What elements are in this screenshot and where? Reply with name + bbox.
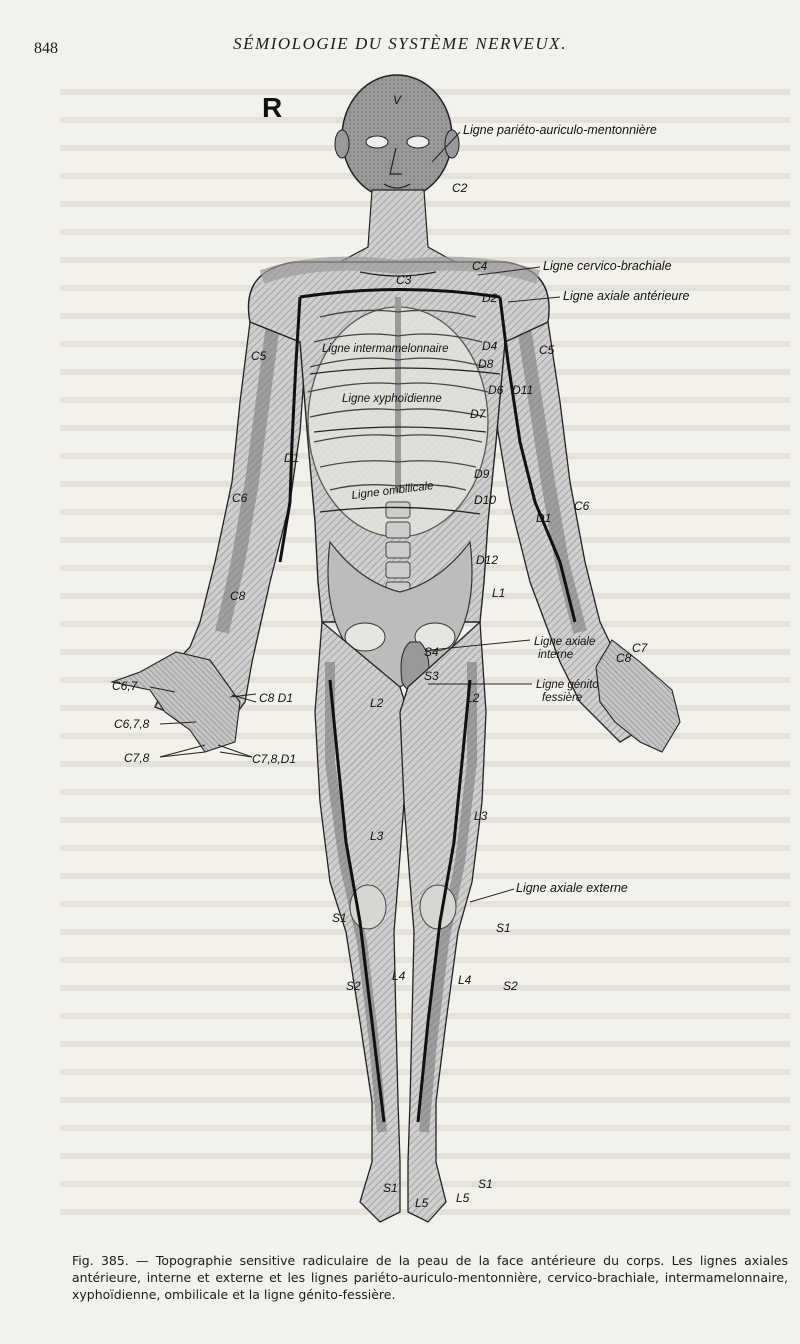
seg-S2-right: S2 bbox=[346, 979, 361, 993]
seg-S1-right: S1 bbox=[332, 911, 347, 925]
seg-D6: D6 bbox=[488, 383, 504, 397]
seg-D9: D9 bbox=[474, 467, 490, 481]
neck bbox=[340, 190, 455, 262]
label-genito-fessiere-2: fessière bbox=[542, 692, 583, 704]
seg-L2-left: L2 bbox=[466, 691, 480, 705]
seg-L4-left: L4 bbox=[458, 973, 472, 987]
seg-C8-left: C8 bbox=[616, 651, 632, 665]
seg-V: V bbox=[393, 93, 402, 107]
seg-L1: L1 bbox=[492, 586, 506, 600]
seg-S4: S4 bbox=[424, 645, 439, 659]
seg-S1-left: S1 bbox=[496, 921, 511, 935]
label-cervico-brachiale: Ligne cervico-brachiale bbox=[543, 259, 672, 273]
seg-S1-left-foot: S1 bbox=[478, 1177, 493, 1191]
label-ombilicale: Ligne ombilicale bbox=[350, 480, 435, 502]
seg-L3-left: L3 bbox=[474, 809, 488, 823]
label-genito-fessiere-1: Ligne génito bbox=[536, 679, 599, 691]
seg-C6-right: C6 bbox=[232, 491, 248, 505]
seg-C6-left: C6 bbox=[574, 499, 590, 513]
seg-L3-right: L3 bbox=[370, 829, 384, 843]
dermatome-diagram bbox=[0, 62, 800, 1227]
seg-L5-left-foot: L5 bbox=[456, 1191, 470, 1205]
label-parieto-auriculo-mentonniere: Ligne pariéto-auriculo-mentonnière bbox=[463, 123, 657, 137]
label-xyphoidienne: Ligne xyphoïdienne bbox=[342, 393, 442, 405]
seg-D10: D10 bbox=[474, 493, 497, 507]
label-axiale-interne-1: Ligne axiale bbox=[534, 636, 596, 648]
seg-D1-left: D1 bbox=[536, 511, 552, 525]
seg-D12: D12 bbox=[476, 553, 499, 567]
seg-C8-right: C8 bbox=[230, 589, 246, 603]
seg-S2-left: S2 bbox=[503, 979, 518, 993]
label-intermamelonnaire: Ligne intermamelonnaire bbox=[322, 343, 449, 355]
seg-S1-right-foot: S1 bbox=[383, 1181, 398, 1195]
seg-D5: D8 bbox=[478, 357, 494, 371]
seg-D1-right: D1 bbox=[284, 451, 300, 465]
seg-C3: C3 bbox=[396, 273, 412, 287]
left-hand bbox=[596, 640, 680, 752]
seg-D11: D11 bbox=[512, 383, 534, 397]
seg-L4-right: L4 bbox=[392, 969, 406, 983]
caption-text: — Topographie sensitive radiculaire de la peau de la face antérieure du corps. Les lignes axiales antérieure, interne et externe et les lignes pariéto-auriculo-mentonnière, cervico-brachiale, intermamelonnaire, xyphoïdienne, ombilicale et la ligne génito-fessière. bbox=[72, 1253, 788, 1302]
label-axiale-externe: Ligne axiale externe bbox=[516, 881, 628, 895]
label-axiale-anterieure: Ligne axiale antérieure bbox=[563, 289, 690, 303]
seg-L2-right: L2 bbox=[370, 696, 384, 710]
seg-C7-left: C7 bbox=[632, 641, 648, 655]
seg-D2: D2 bbox=[482, 291, 498, 305]
lumbar-spine bbox=[386, 502, 410, 598]
hand-label-c8d1: C8 D1 bbox=[259, 691, 294, 705]
anatomical-figure bbox=[0, 62, 800, 1227]
seg-D7: D7 bbox=[470, 407, 486, 421]
seg-L5-right-foot: L5 bbox=[415, 1196, 429, 1210]
seg-D4: D4 bbox=[482, 339, 498, 353]
hand-label-c678: C6,7,8 bbox=[114, 717, 150, 731]
hand-label-c78: C7,8 bbox=[124, 751, 150, 765]
seg-C5-right: C5 bbox=[251, 349, 267, 363]
running-head: SÉMIOLOGIE DU SYSTÈME NERVEUX. bbox=[233, 34, 567, 53]
label-axiale-interne-2: interne bbox=[538, 649, 574, 661]
side-marker: R bbox=[262, 92, 283, 123]
seg-S3: S3 bbox=[424, 669, 439, 683]
seg-C2: C2 bbox=[452, 181, 468, 195]
hand-label-c67: C6,7 bbox=[112, 679, 138, 693]
seg-C4: C4 bbox=[472, 259, 488, 273]
page-number: 848 bbox=[34, 40, 58, 57]
caption-fig-label: Fig. 385. bbox=[72, 1253, 129, 1268]
hand-label-c78d1: C7,8,D1 bbox=[252, 752, 297, 766]
seg-C5-left: C5 bbox=[539, 343, 555, 357]
figure-caption bbox=[72, 1252, 788, 1303]
